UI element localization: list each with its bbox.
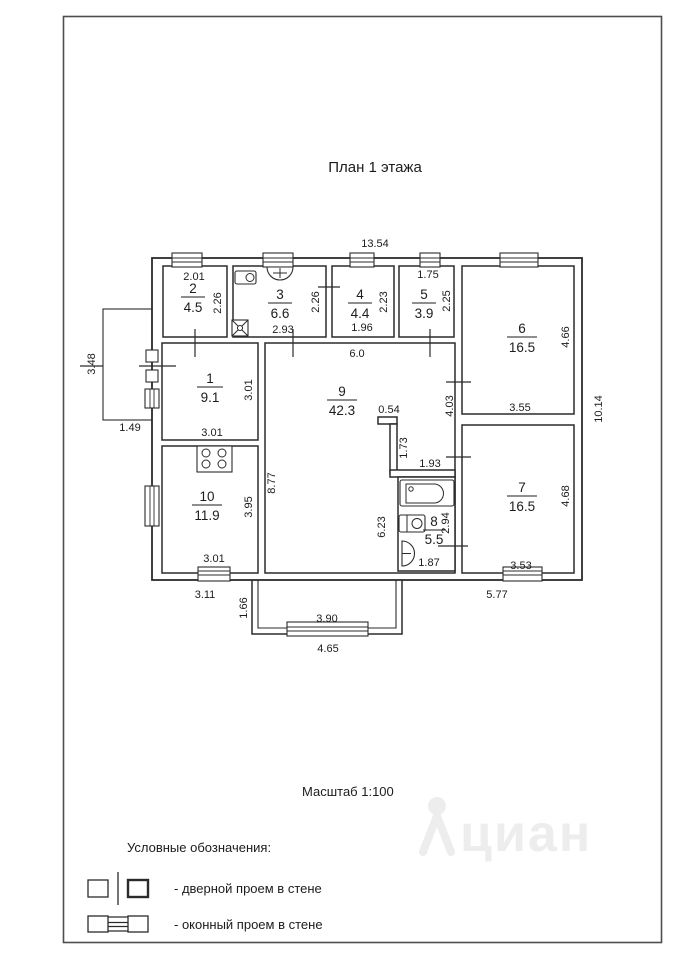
svg-text:3: 3: [276, 287, 284, 302]
niche-step-wall: [378, 417, 397, 424]
scale-label: Масштаб 1:100: [302, 784, 394, 799]
bathtub-icon: [400, 480, 454, 506]
svg-text:10: 10: [199, 489, 215, 504]
svg-text:42.3: 42.3: [328, 403, 356, 418]
dim-porch-h: 1.66: [238, 597, 250, 619]
dim-room4-h: 2.23: [378, 291, 390, 313]
svg-text:1: 1: [206, 371, 214, 386]
dim-room4-w: 1.96: [351, 322, 373, 334]
dim-room5-h: 2.25: [441, 290, 453, 312]
floor-plan: [80, 238, 605, 655]
washbasin-icon: [399, 515, 425, 532]
window-room10-left: [145, 486, 159, 526]
svg-text:4: 4: [356, 287, 364, 302]
window-room6-top: [500, 253, 538, 267]
svg-text:11.9: 11.9: [194, 508, 220, 523]
svg-text:4.5: 4.5: [183, 300, 203, 315]
window-room10-bottom: [198, 567, 230, 581]
window-room5-top: [420, 253, 440, 267]
watermark-text: циан: [460, 805, 593, 863]
svg-text:6.6: 6.6: [270, 306, 290, 321]
dim-bottom-right: 5.77: [486, 589, 508, 601]
dim-porch-outer: 4.65: [317, 643, 339, 655]
dim-room6-h: 4.66: [560, 326, 572, 348]
svg-text:2: 2: [189, 281, 197, 296]
dim-terrace-w: 1.49: [119, 422, 141, 434]
dim-room8-h: 2.94: [440, 512, 452, 534]
dim-terrace-h: 3.48: [86, 353, 98, 375]
legend-heading: Условные обозначения:: [127, 840, 272, 855]
legend: [88, 840, 323, 932]
dim-room5-w: 1.75: [417, 269, 439, 281]
watermark: [423, 797, 592, 863]
svg-text:5: 5: [420, 287, 428, 302]
dim-overall-right: 10.14: [593, 395, 605, 423]
dim-corridor-h: 4.03: [444, 395, 456, 417]
window-room1-left: [145, 389, 159, 408]
stove-icon: [197, 446, 232, 472]
dim-room9-left: 8.77: [266, 472, 278, 494]
dim-bath-block-w: 1.93: [419, 458, 441, 470]
dim-room3-h: 2.26: [310, 291, 322, 313]
dim-room9-right: 6.23: [376, 516, 388, 538]
svg-text:7: 7: [518, 480, 526, 495]
legend-door-label: - дверной проем в стене: [174, 881, 322, 896]
legend-window-label: - оконный проем в стене: [174, 917, 323, 932]
bath-top-wall: [390, 470, 455, 477]
svg-text:9.1: 9.1: [200, 390, 220, 405]
dim-niche-h: 1.73: [398, 437, 410, 459]
window-room4-top: [350, 253, 374, 267]
svg-text:3.9: 3.9: [414, 306, 434, 321]
dim-room7-w: 3.53: [510, 560, 532, 572]
window-room3-top: [263, 253, 293, 267]
page-title: План 1 этажа: [328, 159, 422, 176]
dim-room7-h: 4.68: [560, 485, 572, 507]
dim-room10-h: 3.95: [243, 496, 255, 518]
dim-room1-w: 3.01: [201, 427, 223, 439]
svg-text:6: 6: [518, 321, 526, 336]
svg-text:9: 9: [338, 384, 346, 399]
watermark-logo-body: [423, 816, 451, 852]
dim-room2-w: 2.01: [183, 271, 205, 283]
sink-icon: [235, 271, 256, 284]
svg-text:4.4: 4.4: [350, 306, 370, 321]
window-room2-top: [172, 253, 202, 267]
dim-room1-h: 3.01: [243, 379, 255, 401]
legend-window-symbol: [88, 916, 148, 932]
drain-icon: [232, 320, 248, 336]
legend-door-symbol: [88, 872, 148, 905]
dim-room6-w: 3.55: [509, 402, 531, 414]
svg-text:5.5: 5.5: [424, 532, 444, 547]
dim-room2-h: 2.26: [212, 292, 224, 314]
dim-room9-top: 6.0: [349, 348, 365, 360]
dim-room8-w: 1.87: [418, 557, 440, 569]
dim-room10-w: 3.01: [203, 553, 225, 565]
dim-niche-step: 0.54: [378, 404, 400, 416]
dim-bottom-left: 3.11: [194, 589, 216, 601]
dim-overall-top: 13.54: [361, 238, 389, 250]
svg-text:16.5: 16.5: [508, 340, 536, 355]
svg-text:16.5: 16.5: [508, 499, 536, 514]
dim-room3-w: 2.93: [272, 324, 294, 336]
svg-text:8: 8: [430, 514, 438, 529]
dim-porch-inner: 3.90: [316, 613, 338, 625]
niche-vertical-wall: [390, 424, 397, 473]
